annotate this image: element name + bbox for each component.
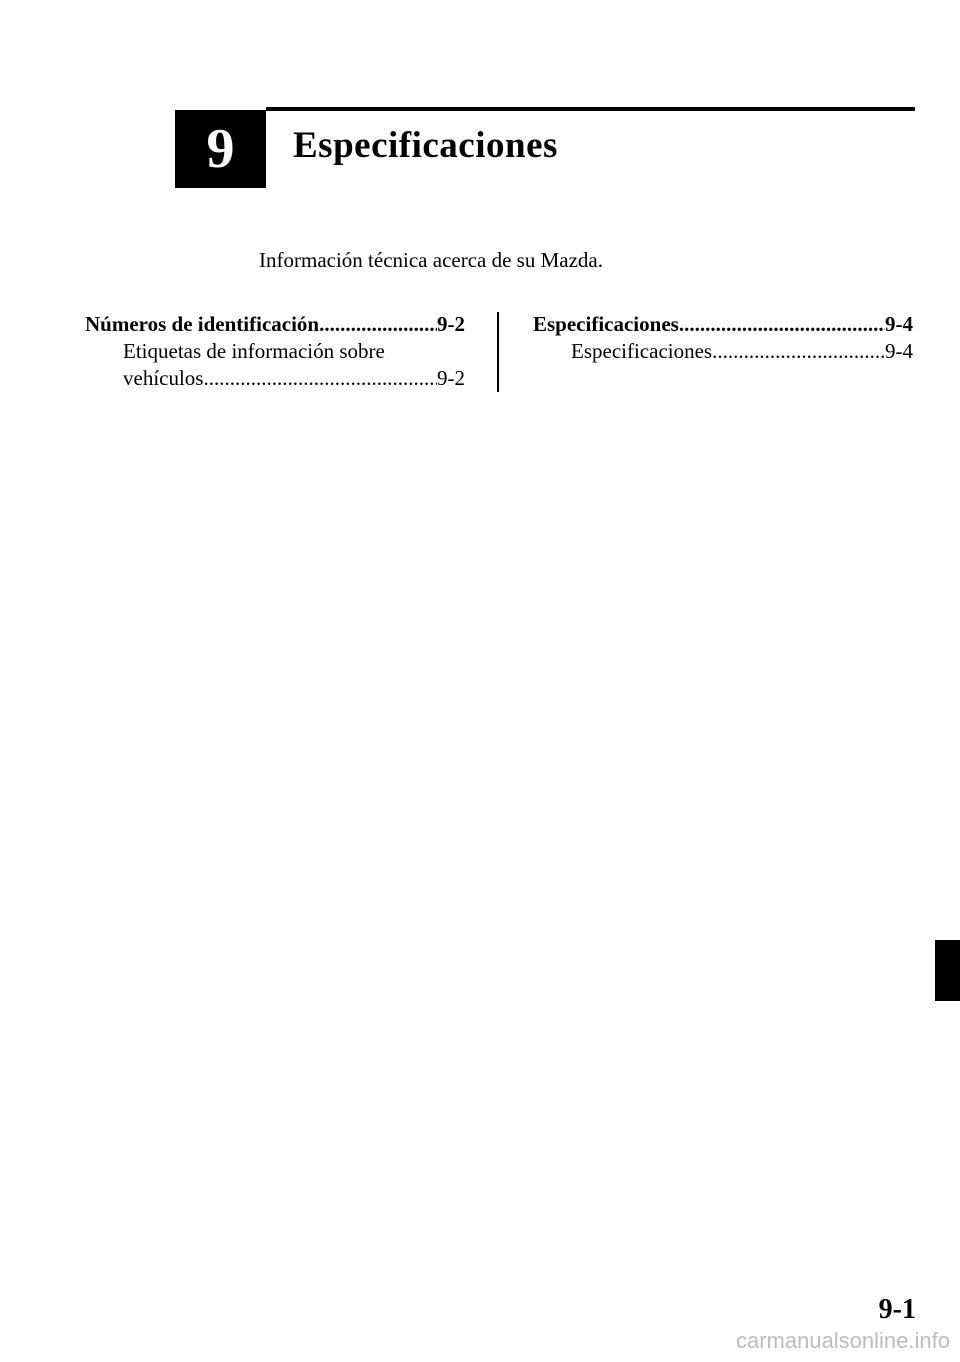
- toc-entry-page: 9-4: [885, 312, 913, 336]
- column-divider: [497, 312, 499, 392]
- toc-entry-label: vehículos: [123, 366, 204, 390]
- toc-entry-label: Etiquetas de información sobre: [123, 339, 385, 363]
- toc-entry-especificaciones[interactable]: [533, 311, 913, 338]
- toc-entry-label: Especificaciones: [571, 339, 713, 363]
- chapter-title: Especificaciones: [293, 125, 558, 166]
- chapter-number-box: [175, 110, 266, 188]
- toc-entry-numeros-identificacion[interactable]: [85, 311, 465, 338]
- toc-leader-dots: [679, 311, 885, 338]
- toc-leader-dots: [712, 338, 885, 365]
- chapter-edge-tab: [935, 940, 960, 1001]
- toc-entry-label: Especificaciones: [533, 312, 679, 336]
- toc-subentry-especificaciones[interactable]: [533, 338, 913, 365]
- toc-entry-page: 9-2: [437, 312, 465, 336]
- toc-right-column: [533, 311, 913, 365]
- chapter-number: 9: [206, 118, 235, 180]
- watermark: carmanualsonline.info: [735, 1328, 950, 1353]
- chapter-intro: Información técnica acerca de su Mazda.: [259, 248, 603, 272]
- header-rule: [266, 107, 915, 111]
- page-number: 9-1: [878, 1294, 916, 1325]
- toc-entry-page: 9-4: [885, 339, 913, 363]
- toc-leader-dots: [203, 365, 437, 392]
- toc-subentry-line[interactable]: [85, 338, 465, 365]
- toc-subentry-etiquetas[interactable]: [85, 365, 465, 392]
- toc-left-column: [85, 311, 465, 392]
- toc-leader-dots: [319, 311, 437, 338]
- toc-entry-page: 9-2: [437, 366, 465, 390]
- toc-entry-label: Números de identificación: [85, 312, 320, 336]
